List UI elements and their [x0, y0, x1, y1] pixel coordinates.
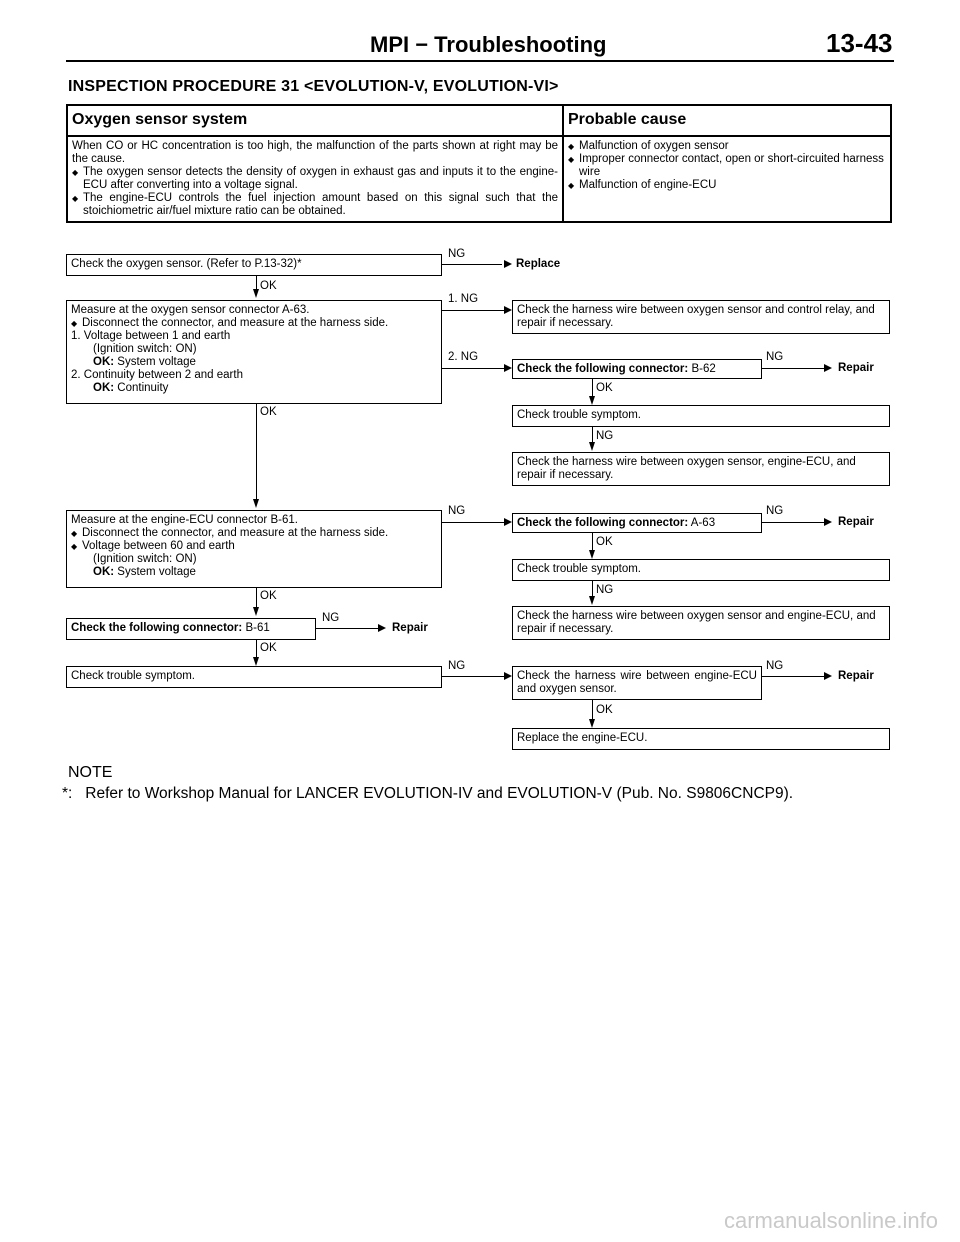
- summary-table: [66, 104, 892, 223]
- arrow-right-icon: [504, 364, 512, 372]
- step-check-oxygen-sensor: Check the oxygen sensor. (Refer to P.13-32)*: [66, 254, 442, 276]
- note-text: *: Refer to Workshop Manual for LANCER EVOLUTION-IV and EVOLUTION-V (Pub. No. S9806CNCP9).: [62, 785, 794, 802]
- ok-connector: [592, 379, 593, 397]
- section-title: MPI − Troubleshooting: [370, 32, 607, 57]
- col-head-cause: Probable cause: [563, 105, 891, 136]
- ok-connector: [592, 700, 593, 720]
- result-harness-oxygen-ecu: Check the harness wire between oxygen sensor and engine-ECU, and repair if necessary.: [512, 606, 890, 640]
- ok-criteria-label: OK:: [93, 566, 115, 578]
- cause-item: ◆ Improper connector contact, open or short-circuited harness wire: [568, 153, 886, 179]
- arrow-right-icon: [504, 518, 512, 526]
- check-connector-a63: [512, 513, 762, 533]
- arrow-right-icon: [504, 260, 512, 268]
- ok-connector: [592, 533, 593, 551]
- arrow-down-icon: [253, 607, 259, 616]
- connector-label: Check the following connector:: [517, 517, 689, 529]
- ok-label: OK: [596, 536, 613, 548]
- action-repair: Repair: [392, 622, 428, 634]
- step-value: Continuity: [117, 382, 169, 394]
- ng-connector: [592, 427, 593, 443]
- replace-engine-ecu: Replace the engine-ECU.: [512, 728, 890, 750]
- ng-label: 1. NG: [448, 293, 479, 305]
- ng-label: 2. NG: [448, 351, 479, 363]
- ng-label: NG: [596, 584, 614, 596]
- result-harness-oxygen-relay: Check the harness wire between oxygen sensor and control relay, and repair if necessary.: [512, 300, 890, 334]
- page-number: 13-43: [826, 28, 893, 58]
- watermark: carmanualsonline.info: [723, 1208, 938, 1233]
- procedure-title: INSPECTION PROCEDURE 31 <EVOLUTION-V, EVOLUTION-VI>: [68, 78, 559, 95]
- step-bullet: ◆ Voltage between 60 and earth: [71, 540, 437, 553]
- col-head-system: Oxygen sensor system: [67, 105, 563, 136]
- note-label: NOTE: [68, 764, 113, 781]
- step-bullet: ◆ Disconnect the connector, and measure at the harness side.: [71, 527, 437, 540]
- arrow-down-icon: [589, 550, 595, 559]
- connector-code: A-63: [690, 517, 716, 529]
- ok-connector: [256, 276, 257, 290]
- ok-connector: [256, 588, 257, 608]
- ng-connector: [762, 368, 824, 369]
- cause-item: ◆ Malfunction of engine-ECU: [568, 179, 886, 192]
- ok-connector: [256, 404, 257, 500]
- ng-label: NG: [448, 660, 466, 672]
- ng-label: NG: [766, 351, 784, 363]
- connector-code: B-62: [691, 363, 716, 375]
- step-value: System voltage: [117, 566, 196, 578]
- arrow-down-icon: [589, 442, 595, 451]
- arrow-right-icon: [378, 624, 386, 632]
- ng-connector: [316, 628, 378, 629]
- ok-label: OK: [260, 590, 277, 602]
- arrow-down-icon: [589, 719, 595, 728]
- cause-list: [563, 136, 891, 222]
- connector-label: Check the following connector:: [517, 363, 689, 375]
- step-measure-ecu-connector: [66, 510, 442, 588]
- ng-connector: [442, 368, 504, 369]
- arrow-down-icon: [253, 657, 259, 666]
- step-line: 1. Voltage between 1 and earth: [71, 330, 231, 342]
- connector-label: Check the following connector:: [71, 622, 243, 634]
- check-harness-ecu-oxygen: Check the harness wire between engine-ECU and oxygen sensor.: [512, 666, 762, 700]
- ok-connector: [256, 640, 257, 658]
- step-measure-oxygen-connector: [66, 300, 442, 404]
- arrow-right-icon: [824, 518, 832, 526]
- ng-label: NG: [766, 505, 784, 517]
- ok-criteria-label: OK:: [93, 382, 115, 394]
- connector-code: B-61: [245, 622, 270, 634]
- ng-label: NG: [322, 612, 340, 624]
- ok-label: OK: [260, 280, 277, 292]
- system-bullet: ◆ The oxygen sensor detects the density of oxygen in exhaust gas and inputs it to the engine-ECU after converting into a voltage signal.: [72, 166, 558, 192]
- ok-label: OK: [260, 406, 277, 418]
- result-harness-oxygen-ecu: Check the harness wire between oxygen sensor, engine-ECU, and repair if necessary.: [512, 452, 890, 486]
- ng-connector: [442, 264, 502, 265]
- ok-label: OK: [596, 382, 613, 394]
- system-bullet: ◆ The engine-ECU controls the fuel injection amount based on this signal such that the stoichiometric air/fuel mixture ratio can be obtained.: [72, 192, 558, 218]
- arrow-down-icon: [253, 289, 259, 298]
- ng-connector: [592, 581, 593, 597]
- action-repair: Repair: [838, 362, 874, 374]
- ng-label: NG: [448, 505, 466, 517]
- check-connector-b61: [66, 618, 316, 640]
- system-description: [67, 136, 563, 222]
- arrow-down-icon: [589, 596, 595, 605]
- arrow-right-icon: [824, 672, 832, 680]
- ng-connector: [762, 676, 824, 677]
- ng-connector: [762, 522, 824, 523]
- action-replace: Replace: [516, 258, 561, 270]
- ok-label: OK: [596, 704, 613, 716]
- check-connector-b62: [512, 359, 762, 379]
- ok-criteria-label: OK:: [93, 356, 115, 368]
- arrow-down-icon: [589, 396, 595, 405]
- ng-label: NG: [596, 430, 614, 442]
- ng-connector: [442, 676, 504, 677]
- step-line: Measure at the engine-ECU connector B-61.: [71, 514, 298, 526]
- ok-label: OK: [260, 642, 277, 654]
- check-trouble-symptom: Check trouble symptom.: [512, 559, 890, 581]
- cause-item: ◆ Malfunction of oxygen sensor: [568, 140, 886, 153]
- step-line: 2. Continuity between 2 and earth: [71, 369, 243, 381]
- check-trouble-symptom: Check trouble symptom.: [66, 666, 442, 688]
- arrow-right-icon: [504, 672, 512, 680]
- header-rule: [66, 60, 894, 62]
- arrow-right-icon: [504, 306, 512, 314]
- step-line: (Ignition switch: ON): [93, 343, 197, 355]
- ng-connector: [442, 310, 504, 311]
- ng-label: NG: [448, 248, 466, 260]
- step-bullet: ◆ Disconnect the connector, and measure at the harness side.: [71, 317, 437, 330]
- action-repair: Repair: [838, 670, 874, 682]
- system-intro: When CO or HC concentration is too high, the malfunction of the parts shown at right may be the cause.: [72, 140, 558, 165]
- step-line: (Ignition switch: ON): [93, 553, 197, 565]
- arrow-right-icon: [824, 364, 832, 372]
- step-line: Measure at the oxygen sensor connector A-63.: [71, 304, 310, 316]
- arrow-down-icon: [253, 499, 259, 508]
- action-repair: Repair: [838, 516, 874, 528]
- step-value: System voltage: [117, 356, 196, 368]
- ng-connector: [442, 522, 504, 523]
- check-trouble-symptom: Check trouble symptom.: [512, 405, 890, 427]
- ng-label: NG: [766, 660, 784, 672]
